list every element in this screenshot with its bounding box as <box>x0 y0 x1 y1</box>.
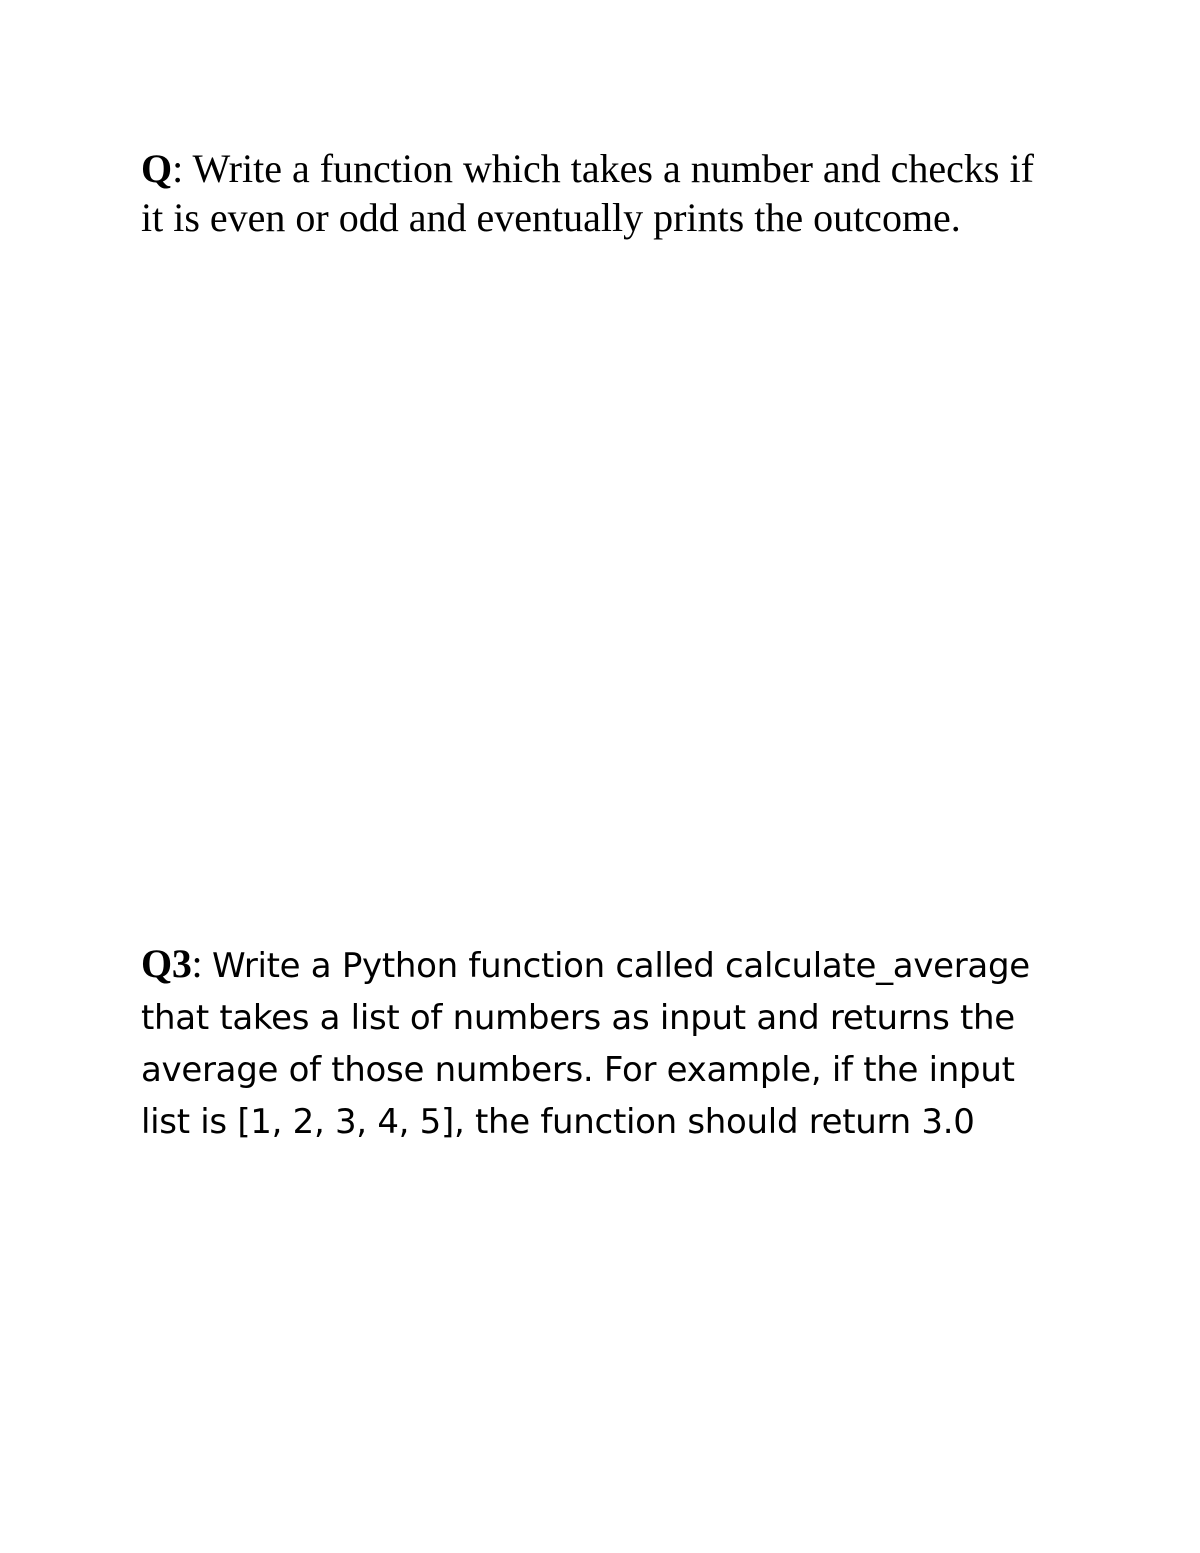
question-q3 <box>141 938 1061 1148</box>
question-text: Write a Python function called calculate_average that takes a list of numbers as input and returns the average of those numbers. For example, if the input list is [1, 2, 3, 4, 5], the function should return 3.0 <box>141 946 1030 1142</box>
question-q <box>141 144 1061 242</box>
question-label: Q <box>141 146 173 191</box>
question-text: Write a function which takes a number and checks if it is even or odd and eventually prints the outcome. <box>141 146 1034 240</box>
question-separator: : <box>191 941 213 986</box>
question-label: Q3 <box>141 941 192 986</box>
question-separator: : <box>172 146 193 191</box>
